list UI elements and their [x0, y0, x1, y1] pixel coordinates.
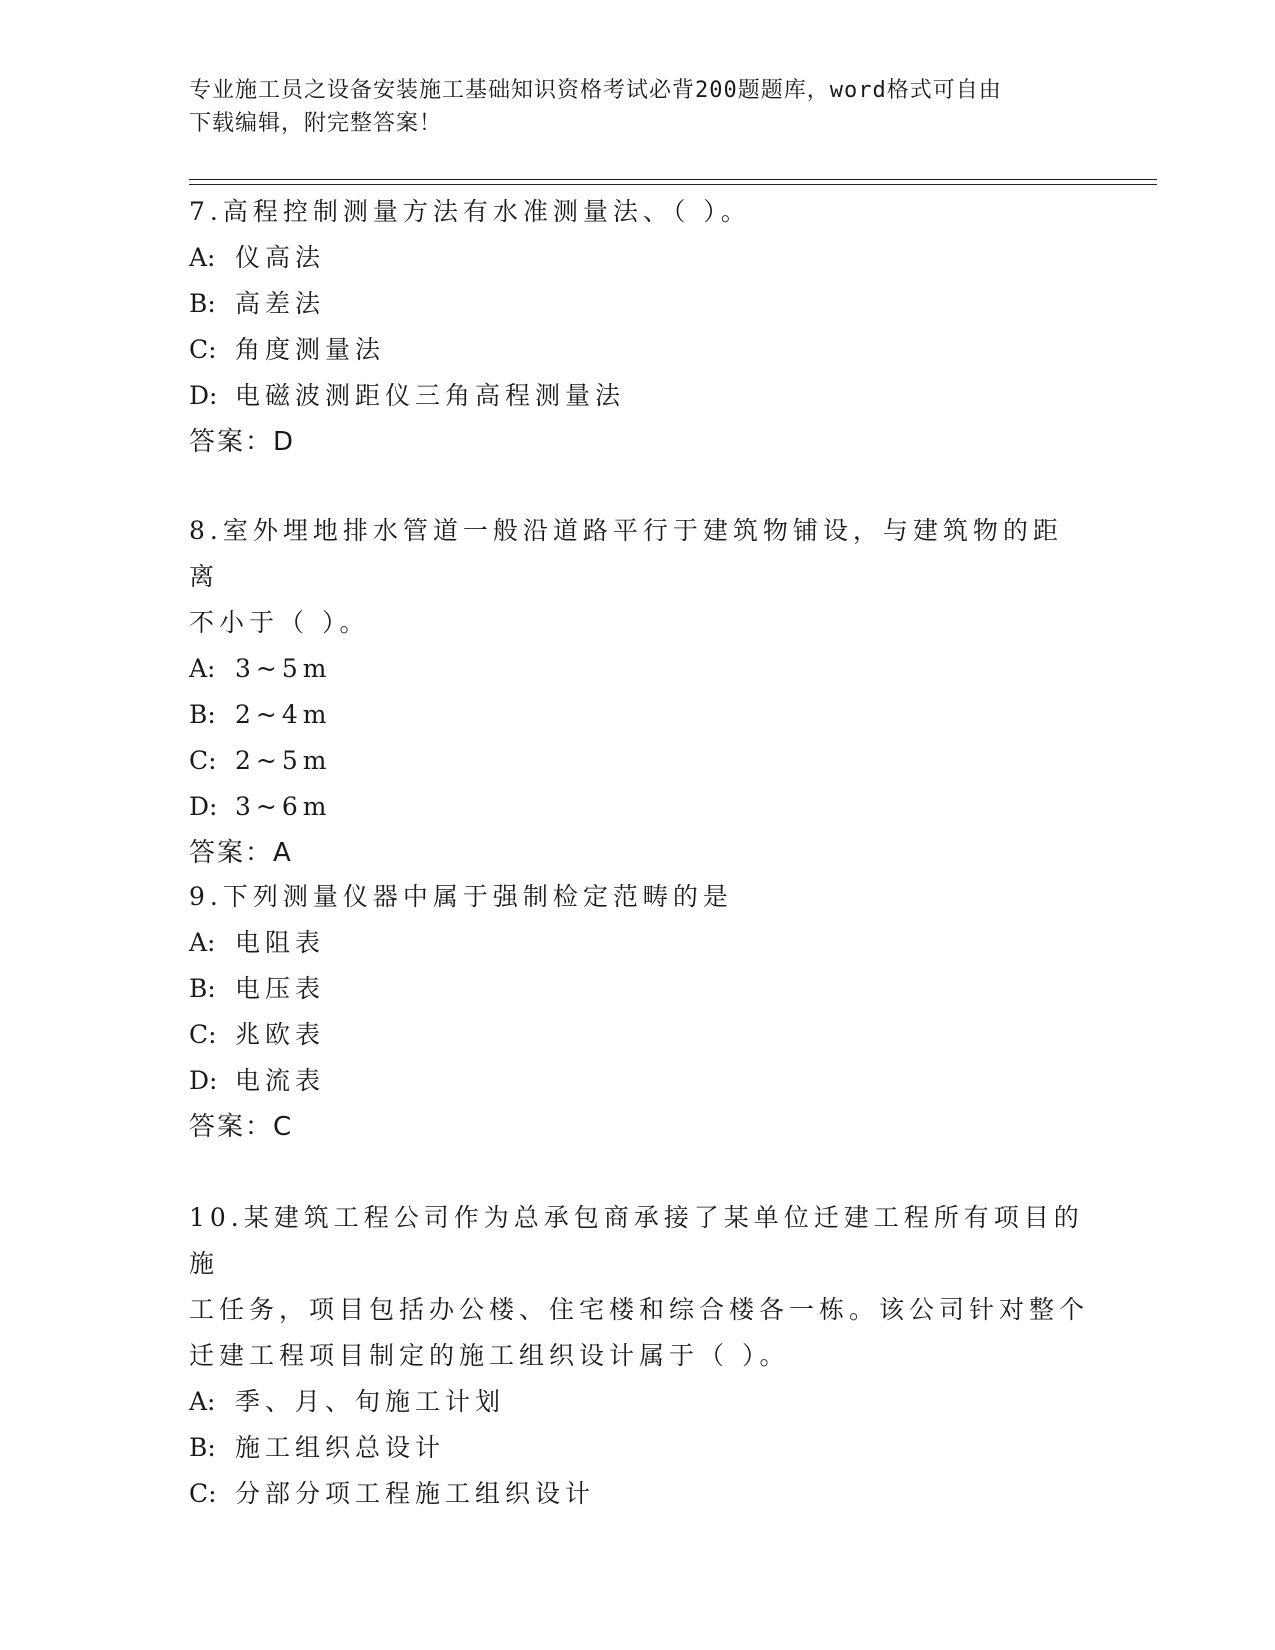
option-c — [189, 1012, 1089, 1058]
option-text: 电压表 — [235, 974, 326, 1003]
option-b — [189, 281, 1089, 327]
option-text: 2~5m — [235, 746, 332, 775]
option-letter: A: — [189, 1387, 216, 1416]
option-text: 施工组织总设计 — [235, 1433, 446, 1462]
option-letter: C: — [189, 335, 217, 364]
option-letter: D: — [189, 792, 218, 821]
option-b — [189, 1425, 1089, 1471]
option-text: 兆欧表 — [235, 1020, 326, 1049]
option-letter: A: — [189, 928, 216, 957]
option-d — [189, 373, 1089, 419]
answer-line: 答案：D — [189, 427, 296, 457]
option-b — [189, 966, 1089, 1012]
question-stem-line-1: 8.室外埋地排水管道一般沿道路平行于建筑物铺设，与建筑物的距离 — [189, 516, 1063, 591]
question-8 — [189, 508, 1089, 876]
option-text: 2~4m — [235, 700, 332, 729]
option-a — [189, 920, 1089, 966]
question-stem-line-2: 不小于（ ）。 — [189, 608, 370, 637]
header-divider-bottom — [189, 184, 1157, 185]
option-letter: C: — [189, 1020, 217, 1049]
option-text: 电磁波测距仪三角高程测量法 — [235, 381, 626, 410]
option-letter: B: — [189, 1433, 216, 1462]
option-letter: A: — [189, 243, 216, 272]
answer-line: 答案：C — [189, 1112, 294, 1142]
option-letter: A: — [189, 654, 216, 683]
option-b — [189, 692, 1089, 738]
question-7 — [189, 189, 1089, 465]
option-letter: B: — [189, 974, 216, 1003]
option-text: 季、月、旬施工计划 — [235, 1387, 506, 1416]
option-a — [189, 646, 1089, 692]
option-c — [189, 327, 1089, 373]
option-text: 高差法 — [235, 289, 326, 318]
question-stem: 7.高程控制测量方法有水准测量法、（ ）。 — [189, 197, 751, 226]
option-letter: C: — [189, 1479, 217, 1508]
option-d — [189, 1058, 1089, 1104]
option-text: 3~6m — [235, 792, 332, 821]
option-c — [189, 738, 1089, 784]
option-text: 分部分项工程施工组织设计 — [235, 1479, 596, 1508]
question-10 — [189, 1195, 1089, 1517]
header-line-1: 专业施工员之设备安装施工基础知识资格考试必背200题题库，word格式可自由 — [189, 78, 1002, 103]
header-divider-top — [189, 179, 1157, 180]
option-letter: D: — [189, 1066, 218, 1095]
option-text: 电阻表 — [235, 928, 326, 957]
option-letter: B: — [189, 700, 216, 729]
option-text: 电流表 — [235, 1066, 326, 1095]
document-header — [189, 74, 1069, 140]
question-stem-line-3: 迁建工程项目制定的施工组织设计属于（ ）。 — [189, 1341, 790, 1370]
option-a — [189, 1379, 1089, 1425]
answer-line: 答案：A — [189, 838, 293, 868]
option-letter: B: — [189, 289, 216, 318]
question-stem: 9.下列测量仪器中属于强制检定范畴的是 — [189, 882, 733, 911]
question-stem-line-2: 工任务，项目包括办公楼、住宅楼和综合楼各一栋。该公司针对整个 — [189, 1295, 1090, 1324]
option-letter: D: — [189, 381, 218, 410]
question-stem-line-1: 10.某建筑工程公司作为总承包商承接了某单位迁建工程所有项目的施 — [189, 1203, 1084, 1278]
header-line-2: 下载编辑，附完整答案！ — [189, 111, 443, 136]
option-d — [189, 784, 1089, 830]
question-9 — [189, 874, 1089, 1150]
option-letter: C: — [189, 746, 217, 775]
option-a — [189, 235, 1089, 281]
option-text: 3~5m — [235, 654, 332, 683]
option-text: 角度测量法 — [235, 335, 386, 364]
option-c — [189, 1471, 1089, 1517]
option-text: 仪高法 — [235, 243, 326, 272]
